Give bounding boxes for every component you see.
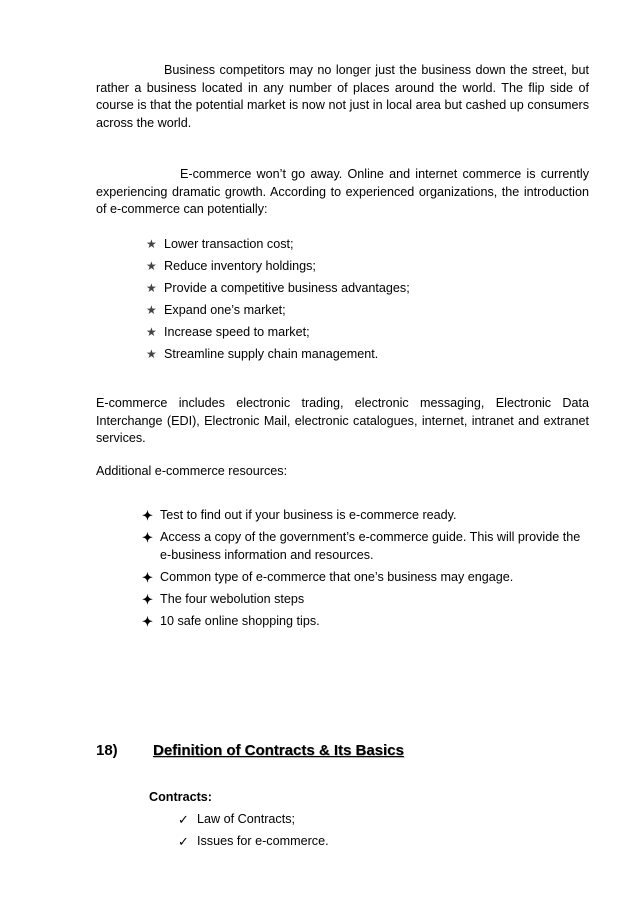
list-item: ✦ Access a copy of the government’s e-commerce guide. This will provide the e-business information and resources.	[142, 530, 581, 562]
list-item: ★ Expand one’s market;	[148, 302, 588, 320]
section-title: Definition of Contracts & Its Basics	[153, 742, 404, 759]
star-bullet-icon: ★	[146, 347, 157, 361]
checkmark-icon: ✓	[178, 834, 189, 849]
paragraph-ecommerce-growth: E-commerce won’t go away. Online and internet commerce is currently experiencing dramatic growth. According to experienced organizations, the introduction of e-commerce can potentially:	[96, 167, 589, 216]
list-item: ★ Reduce inventory holdings;	[148, 258, 588, 276]
star-bullet-icon: ★	[146, 303, 157, 317]
cross-bullet-icon: ✦	[142, 508, 153, 523]
list-item: ★ Lower transaction cost;	[148, 236, 588, 254]
list-item: ★ Provide a competitive business advantages;	[148, 280, 588, 298]
star-bullet-icon: ★	[146, 281, 157, 295]
cross-bullet-icon: ✦	[142, 530, 153, 545]
list-item: ✦ The four webolution steps	[142, 591, 305, 607]
star-bullet-icon: ★	[146, 259, 157, 273]
checkmark-icon: ✓	[178, 812, 189, 827]
list-item: ✦ 10 safe online shopping tips.	[142, 613, 320, 629]
cross-bullet-icon: ✦	[142, 613, 153, 629]
list-item: ★ Increase speed to market;	[148, 324, 588, 342]
benefits-list	[148, 236, 588, 368]
list-item: ✓ Law of Contracts;	[178, 812, 295, 827]
list-item: ✦ Common type of e-commerce that one’s business may engage.	[142, 569, 514, 585]
section-number: 18)	[96, 742, 118, 759]
contracts-list	[178, 811, 578, 855]
list-item: ✓ Issues for e-commerce.	[178, 834, 329, 849]
paragraph-competitors: Business competitors may no longer just the business down the street, but rather a business located in any number of places around the world. The flip side of course is that the potential market is now not just in local area but cashed up consumers across the world.	[96, 63, 589, 130]
paragraph-additional-resources: Additional e-commerce resources:	[96, 464, 288, 478]
list-item: ★ Streamline supply chain management.	[148, 346, 588, 364]
contracts-subheading: Contracts:	[149, 790, 212, 804]
cross-bullet-icon: ✦	[142, 591, 153, 607]
cross-bullet-icon: ✦	[142, 569, 153, 585]
paragraph-ecommerce-includes: E-commerce includes electronic trading, electronic messaging, Electronic Data Interchange (EDI), Electronic Mail, electronic catalogues, internet, intranet and extranet services.	[96, 396, 589, 445]
list-item: ✦ Test to find out if your business is e-commerce ready.	[142, 508, 457, 523]
star-bullet-icon: ★	[146, 237, 157, 251]
star-bullet-icon: ★	[146, 325, 157, 339]
resources-list	[142, 507, 590, 635]
